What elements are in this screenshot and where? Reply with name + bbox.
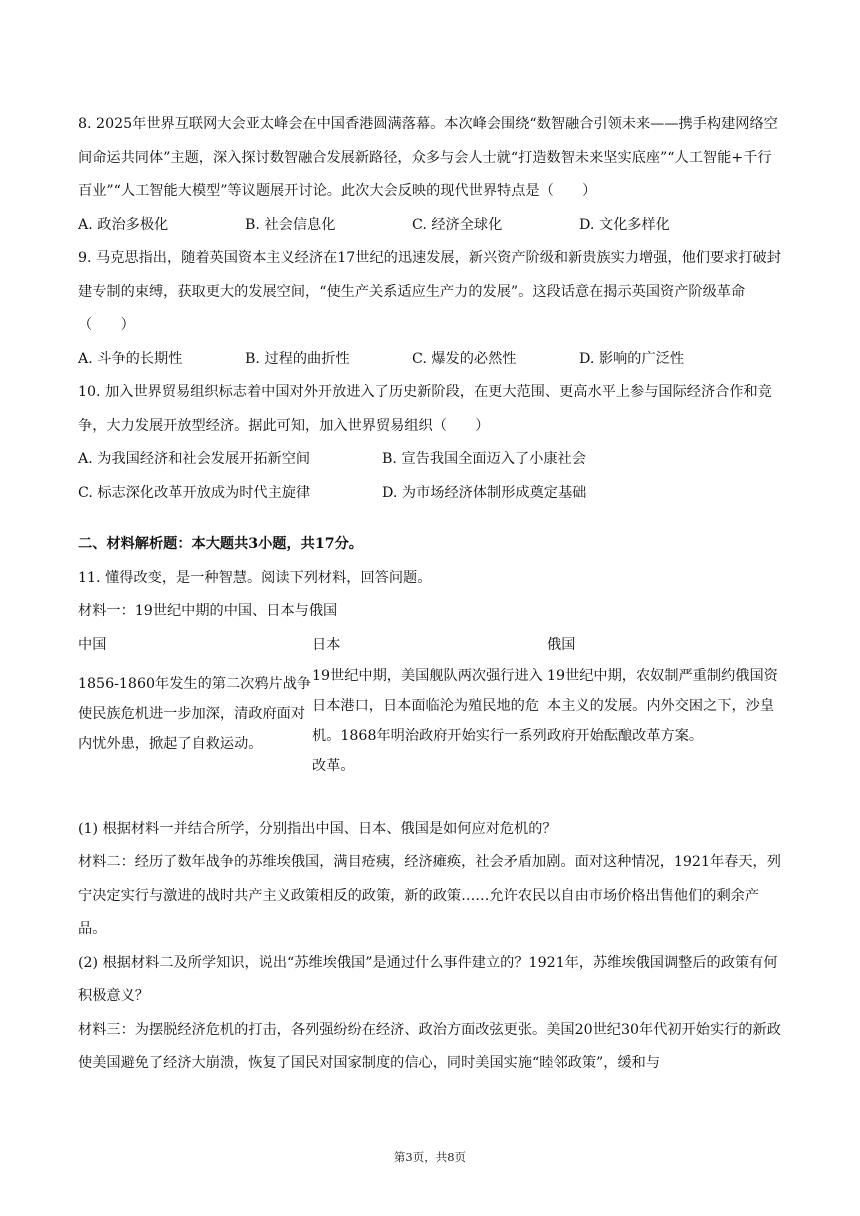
table-header-russia: 俄国 [547, 636, 576, 653]
question-10-stem: 10. 加入世界贸易组织标志着中国对外开放进入了历史新阶段，在更大范围、更高水平上参与国际经济合作和竞争，大力发展开放型经济。据此可知，加入世界贸易组织（ ） [78, 384, 772, 434]
question-10-option-b: B. 宣告我国全面迈入了小康社会 [382, 451, 586, 467]
material-3: 材料三：为摆脱经济危机的打击，各列强纷纷在经济、政治方面改弦更张。美国20世纪30年代初开始实行的新政使美国避免了经济大崩溃，恢复了国民对国家制度的信心，同时美国实施“睦邻政策”，缓和与 [78, 1021, 781, 1071]
question-10-options-row1 [78, 443, 784, 477]
material-2: 材料二：经历了数年战争的苏维埃俄国，满目疮痍，经济瘫痪，社会矛盾加剧。面对这种情况，1921年春天，列宁决定实行与激进的战时共产主义政策相反的政策，新的政策……允许农民以自由市场价格出售他们的剩余产品。 [78, 854, 781, 937]
question-8-option-b: B. 社会信息化 [245, 216, 336, 233]
question-11-sub-1: (1) 根据材料一并结合所学，分别指出中国、日本、俄国是如何应对危机的？ [78, 820, 557, 837]
question-9-option-c: C. 爆发的必然性 [412, 350, 517, 367]
table-cell-china: 1856-1860年发生的第二次鸦片战争使民族危机进一步加深，清政府面对内忧外患，掀起了自救运动。 [78, 675, 312, 752]
question-8-option-d: D. 文化多样化 [579, 216, 670, 233]
question-9-option-a: A. 斗争的长期性 [78, 350, 183, 367]
question-9-option-d: D. 影响的广泛性 [579, 350, 685, 367]
spacer [78, 781, 784, 813]
question-10-options-row2 [78, 477, 784, 511]
section-2-title: 二、材料解析题：本大题共3小题，共17分。 [78, 536, 363, 552]
question-11-stem: 11. 懂得改变，是一种智慧。阅读下列材料，回答问题。 [78, 569, 432, 586]
question-11-sub-2: (2) 根据材料二及所学知识，说出“苏维埃俄国”是通过什么事件建立的？1921年，苏维埃俄国调整后的政策有何积极意义？ [78, 954, 778, 1004]
question-9-options [78, 343, 784, 377]
question-10-option-a: A. 为我国经济和社会发展开拓新空间 [78, 451, 311, 467]
question-8-option-a: A. 政治多极化 [78, 216, 169, 233]
page-content [78, 108, 784, 1081]
table-cell-russia: 19世纪中期，农奴制严重制约俄国资本主义的发展。内外交困之下，沙皇政府开始酝酿改革方案。 [547, 667, 778, 744]
material-1-title: 材料一：19世纪中期的中国、日本与俄国 [78, 603, 338, 619]
table-header-china: 中国 [78, 636, 107, 653]
question-9-stem: 9. 马克思指出，随着英国资本主义经济在17世纪的迅速发展，新兴资产阶级和新贵族实力增强，他们要求打破封建专制的束缚，获取更大的发展空间，“使生产关系适应生产力的发展”。这段话意在揭示英国资产阶级革命（ ） [78, 250, 781, 333]
question-8-stem: 8. 2025年世界互联网大会亚太峰会在中国香港圆满落幕。本次峰会围绕“数智融合引领未来——携手构建网络空间命运共同体”主题，深入探讨数智融合发展新路径，众多与会人士就“打造数智未来坚实底座”“人工智能+千行百业”“人工智能大模型”等议题展开讨论。此次大会反映的现代世界特点是（ ） [78, 116, 778, 199]
table-header-japan: 日本 [312, 636, 341, 653]
question-8-options [78, 209, 784, 243]
question-9-option-b: B. 过程的曲折性 [245, 350, 350, 367]
question-8-option-c: C. 经济全球化 [412, 216, 503, 233]
material-1-table [78, 629, 784, 781]
question-10-option-c: C. 标志深化改革开放成为时代主旋律 [78, 484, 311, 501]
question-10-option-d: D. 为市场经济体制形成奠定基础 [382, 484, 587, 501]
table-cell-japan: 19世纪中期，美国舰队两次强行进入日本港口，日本面临沦为殖民地的危机。1868年明治政府开始实行一系列改革。 [312, 667, 547, 774]
page-footer: 第3页，共8页 [393, 1150, 467, 1164]
